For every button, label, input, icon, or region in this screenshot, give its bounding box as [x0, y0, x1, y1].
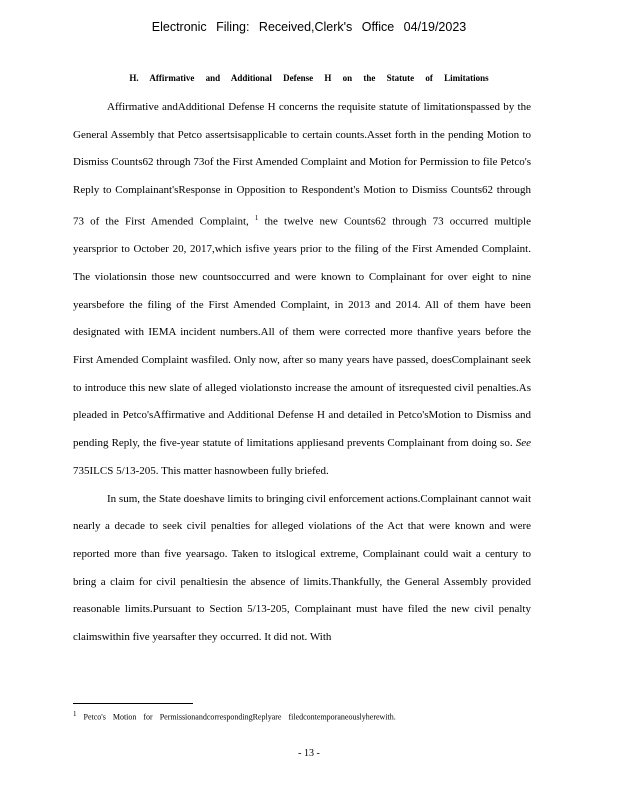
document-body — [73, 94, 531, 652]
footnote-text: Petco's Motion for PermissionandcorrespondingReplyare filedcontemporaneouslyherewith. — [83, 712, 396, 722]
paragraph-text-part1: Affirmative andAdditional Defense H concerns the requisite statute of limitationspassed by the General Assembly that Petco assertsisapplicable to certain counts.Asset forth in the pending Motion to Dismiss Counts62 through 73of the First Amended Complaint and Motion for Permission to file Petco's Reply to Complainant'sResponse in Opposition to Respondent's Motion to Dismiss Counts62 through 73 of the First Amended Complaint, — [73, 101, 531, 228]
page-number: - 13 - — [298, 748, 320, 759]
paragraph-in-sum: In sum, the State doeshave limits to bringing civil enforcement actions.Complainant cannot wait nearly a decade to seek civil penalties for alleged violations of the Act that were known and were reported more than five yearsago. Taken to itslogical extreme, Complainant could wait a century to bring a claim for civil penaltiesin the absence of limits.Thankfully, the General Assembly provided reasonable limits.Pursuant to Section 5/13-205, Complainant must have filed the new civil penalty claimswithin five yearsafter they occurred. It did not. With — [73, 492, 532, 644]
footnote-marker: 1 — [73, 710, 77, 718]
filing-stamp-header: Electronic Filing: Received,Clerk's Office 04/19/2023 — [151, 20, 467, 34]
citation-signal-see: See — [515, 437, 531, 450]
section-heading: H. Affirmative and Additional Defense H on the Statute of Limitations — [129, 73, 489, 83]
paragraph-text-part3: 735ILCS 5/13-205. This matter hasnowbeen fully briefed. — [73, 464, 329, 477]
paragraph-limitations-defense — [73, 94, 531, 486]
paragraph-text-part2: the twelve new Counts62 through 73 occurred multiple yearsprior to October 20, 2017,which isfive years prior to the filing of the First Amended Complaint. The violationsin those new countsoccurred and were known to Complainant for over eight to nine yearsbefore the filing of the First Amended Complaint, in 2013 and 2014. All of them have been designated with IEMA incident numbers.All of them were corrected more thanfive years before the First Amended Complaint wasfiled. Only now, after so many years have passed, doesComplainant seek to introduce this new slate of alleged violationsto increase the amount of itsrequested civil penalties.As pleaded in Petco'sAffirmative and Additional Defense H and detailed in Petco'sMotion to Dismiss and pending Reply, the five-year statute of limitations appliesand prevents Complainant from doing so. — [73, 215, 531, 450]
footnote-divider — [73, 703, 193, 704]
footnote-reference: 1 — [254, 213, 259, 222]
footnote — [73, 710, 533, 722]
